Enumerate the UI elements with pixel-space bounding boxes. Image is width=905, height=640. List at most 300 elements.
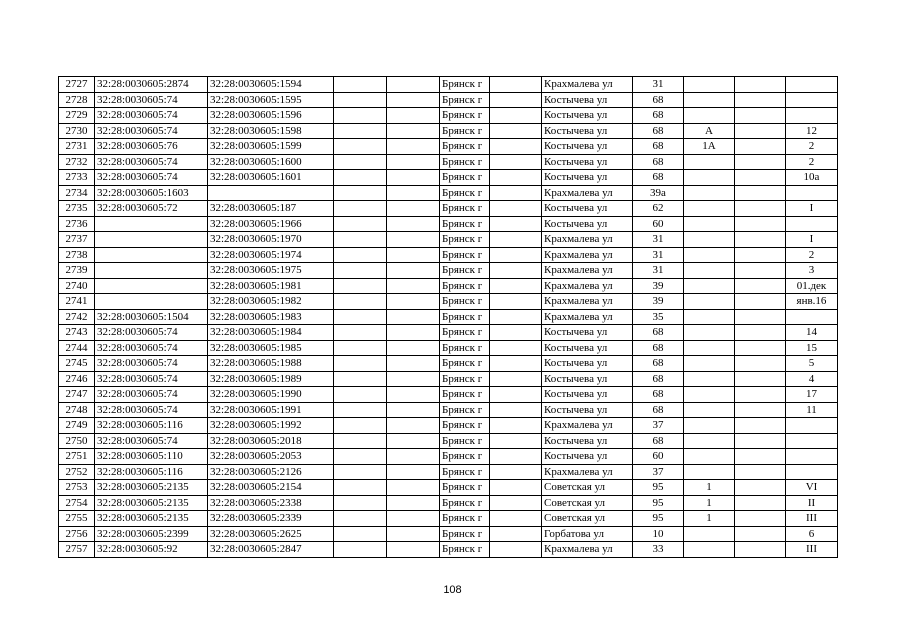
cell-empty-col-4 <box>334 526 387 542</box>
cell-apartment: I <box>786 201 838 217</box>
cell-empty-col-5 <box>387 77 440 93</box>
cell-empty-col-7 <box>490 216 542 232</box>
cell-empty-col-11 <box>735 387 786 403</box>
cell-empty-col-11 <box>735 356 786 372</box>
cell-empty-col-4 <box>334 170 387 186</box>
table-row <box>59 495 838 511</box>
cell-parcel-number: 32:28:0030605:74 <box>95 356 208 372</box>
cell-empty-col-7 <box>490 309 542 325</box>
cell-house: 68 <box>633 108 684 124</box>
cell-empty-col-5 <box>387 387 440 403</box>
cell-object-number: 32:28:0030605:1983 <box>208 309 334 325</box>
cell-object-number: 32:28:0030605:1594 <box>208 77 334 93</box>
cell-building <box>684 294 735 310</box>
cell-parcel-number: 32:28:0030605:1504 <box>95 309 208 325</box>
cell-empty-col-4 <box>334 263 387 279</box>
cell-empty-col-7 <box>490 449 542 465</box>
cell-empty-col-4 <box>334 464 387 480</box>
cell-apartment: 17 <box>786 387 838 403</box>
cell-street: Крахмалева ул <box>542 247 633 263</box>
cell-empty-col-5 <box>387 154 440 170</box>
page-number: 108 <box>443 584 462 596</box>
cell-parcel-number: 32:28:0030605:74 <box>95 371 208 387</box>
cell-row-number: 2733 <box>59 170 95 186</box>
cell-empty-col-4 <box>334 387 387 403</box>
cell-city: Брянск г <box>440 542 490 558</box>
cell-parcel-number: 32:28:0030605:74 <box>95 340 208 356</box>
cell-street: Костычева ул <box>542 433 633 449</box>
cell-building <box>684 77 735 93</box>
cell-row-number: 2753 <box>59 480 95 496</box>
cell-parcel-number: 32:28:0030605:2135 <box>95 511 208 527</box>
cell-house: 68 <box>633 154 684 170</box>
cell-apartment: III <box>786 511 838 527</box>
cell-building <box>684 371 735 387</box>
cell-building <box>684 418 735 434</box>
cell-building <box>684 201 735 217</box>
table-row <box>59 387 838 403</box>
cell-house: 31 <box>633 247 684 263</box>
cell-row-number: 2735 <box>59 201 95 217</box>
cell-row-number: 2737 <box>59 232 95 248</box>
cell-house: 39а <box>633 185 684 201</box>
cell-building <box>684 309 735 325</box>
cell-city: Брянск г <box>440 480 490 496</box>
cadastral-table <box>58 76 838 558</box>
cell-empty-col-7 <box>490 278 542 294</box>
table-row <box>59 201 838 217</box>
cell-row-number: 2750 <box>59 433 95 449</box>
cell-empty-col-11 <box>735 232 786 248</box>
cell-empty-col-11 <box>735 480 786 496</box>
cell-parcel-number: 32:28:0030605:74 <box>95 325 208 341</box>
cell-street: Костычева ул <box>542 170 633 186</box>
cell-row-number: 2746 <box>59 371 95 387</box>
cell-city: Брянск г <box>440 325 490 341</box>
cell-empty-col-7 <box>490 511 542 527</box>
cell-building <box>684 464 735 480</box>
table-row <box>59 108 838 124</box>
cell-house: 68 <box>633 402 684 418</box>
cell-empty-col-4 <box>334 402 387 418</box>
cell-house: 60 <box>633 449 684 465</box>
cell-empty-col-5 <box>387 511 440 527</box>
cell-street: Крахмалева ул <box>542 77 633 93</box>
cell-object-number: 32:28:0030605:1599 <box>208 139 334 155</box>
cell-apartment: III <box>786 542 838 558</box>
cell-building: 1 <box>684 495 735 511</box>
cell-empty-col-5 <box>387 247 440 263</box>
cell-empty-col-4 <box>334 139 387 155</box>
cell-empty-col-5 <box>387 495 440 511</box>
table-row <box>59 185 838 201</box>
cell-object-number: 32:28:0030605:2126 <box>208 464 334 480</box>
cell-house: 31 <box>633 263 684 279</box>
cell-parcel-number: 32:28:0030605:92 <box>95 542 208 558</box>
cell-building <box>684 278 735 294</box>
cell-object-number: 32:28:0030605:1601 <box>208 170 334 186</box>
cell-building <box>684 263 735 279</box>
cell-empty-col-4 <box>334 201 387 217</box>
cell-apartment: 11 <box>786 402 838 418</box>
cell-house: 95 <box>633 495 684 511</box>
cell-empty-col-11 <box>735 340 786 356</box>
cell-empty-col-11 <box>735 108 786 124</box>
cell-city: Брянск г <box>440 170 490 186</box>
cell-object-number: 32:28:0030605:2625 <box>208 526 334 542</box>
cell-empty-col-11 <box>735 247 786 263</box>
cell-row-number: 2754 <box>59 495 95 511</box>
cell-empty-col-5 <box>387 542 440 558</box>
cell-city: Брянск г <box>440 247 490 263</box>
cell-empty-col-4 <box>334 495 387 511</box>
cell-row-number: 2731 <box>59 139 95 155</box>
cell-object-number: 32:28:0030605:1992 <box>208 418 334 434</box>
table-row <box>59 216 838 232</box>
cell-building <box>684 216 735 232</box>
cell-city: Брянск г <box>440 418 490 434</box>
table-row <box>59 340 838 356</box>
cell-empty-col-11 <box>735 511 786 527</box>
cell-apartment: 4 <box>786 371 838 387</box>
cell-street: Крахмалева ул <box>542 185 633 201</box>
cell-house: 95 <box>633 511 684 527</box>
cell-object-number: 32:28:0030605:1966 <box>208 216 334 232</box>
cell-parcel-number: 32:28:0030605:74 <box>95 92 208 108</box>
cell-street: Костычева ул <box>542 154 633 170</box>
cell-object-number: 32:28:0030605:1989 <box>208 371 334 387</box>
cell-empty-col-4 <box>334 340 387 356</box>
cell-empty-col-11 <box>735 216 786 232</box>
table-row <box>59 371 838 387</box>
cell-house: 35 <box>633 309 684 325</box>
cell-city: Брянск г <box>440 77 490 93</box>
cell-house: 37 <box>633 464 684 480</box>
table-row <box>59 247 838 263</box>
cell-house: 31 <box>633 77 684 93</box>
cell-street: Крахмалева ул <box>542 542 633 558</box>
cell-street: Костычева ул <box>542 92 633 108</box>
cell-apartment: 2 <box>786 247 838 263</box>
cell-parcel-number: 32:28:0030605:74 <box>95 123 208 139</box>
cell-object-number: 32:28:0030605:1975 <box>208 263 334 279</box>
cell-empty-col-5 <box>387 92 440 108</box>
cell-street: Советская ул <box>542 495 633 511</box>
cell-empty-col-7 <box>490 294 542 310</box>
cell-empty-col-11 <box>735 418 786 434</box>
cell-object-number: 32:28:0030605:1596 <box>208 108 334 124</box>
cell-object-number: 32:28:0030605:1974 <box>208 247 334 263</box>
cell-empty-col-11 <box>735 139 786 155</box>
cell-empty-col-11 <box>735 278 786 294</box>
cell-street: Костычева ул <box>542 216 633 232</box>
cell-parcel-number: 32:28:0030605:2135 <box>95 480 208 496</box>
cell-city: Брянск г <box>440 309 490 325</box>
cell-city: Брянск г <box>440 123 490 139</box>
cell-empty-col-5 <box>387 449 440 465</box>
cell-object-number: 32:28:0030605:2338 <box>208 495 334 511</box>
cell-empty-col-11 <box>735 92 786 108</box>
cell-apartment <box>786 464 838 480</box>
cell-empty-col-7 <box>490 123 542 139</box>
cell-apartment <box>786 309 838 325</box>
cell-apartment <box>786 108 838 124</box>
cell-row-number: 2739 <box>59 263 95 279</box>
cell-row-number: 2747 <box>59 387 95 403</box>
cell-empty-col-11 <box>735 526 786 542</box>
cell-street: Крахмалева ул <box>542 294 633 310</box>
cell-building: 1А <box>684 139 735 155</box>
cell-empty-col-7 <box>490 340 542 356</box>
cell-house: 31 <box>633 232 684 248</box>
cell-empty-col-4 <box>334 433 387 449</box>
cell-object-number: 32:28:0030605:1970 <box>208 232 334 248</box>
cell-empty-col-7 <box>490 480 542 496</box>
cell-empty-col-7 <box>490 371 542 387</box>
cell-parcel-number: 32:28:0030605:74 <box>95 433 208 449</box>
cell-empty-col-5 <box>387 232 440 248</box>
cell-apartment: II <box>786 495 838 511</box>
cell-empty-col-5 <box>387 139 440 155</box>
cell-empty-col-4 <box>334 278 387 294</box>
cell-street: Крахмалева ул <box>542 309 633 325</box>
cell-street: Крахмалева ул <box>542 464 633 480</box>
cell-building <box>684 402 735 418</box>
cell-apartment: янв.16 <box>786 294 838 310</box>
cell-row-number: 2748 <box>59 402 95 418</box>
cell-row-number: 2729 <box>59 108 95 124</box>
cell-empty-col-5 <box>387 294 440 310</box>
cell-empty-col-4 <box>334 294 387 310</box>
cell-empty-col-5 <box>387 123 440 139</box>
cell-parcel-number <box>95 294 208 310</box>
cell-house: 68 <box>633 387 684 403</box>
cell-city: Брянск г <box>440 154 490 170</box>
cell-empty-col-4 <box>334 480 387 496</box>
cell-empty-col-11 <box>735 449 786 465</box>
cell-parcel-number <box>95 278 208 294</box>
cell-house: 68 <box>633 340 684 356</box>
cell-empty-col-7 <box>490 201 542 217</box>
cell-empty-col-4 <box>334 449 387 465</box>
cell-building <box>684 325 735 341</box>
cell-building <box>684 154 735 170</box>
cell-empty-col-7 <box>490 185 542 201</box>
cell-empty-col-4 <box>334 356 387 372</box>
cell-empty-col-11 <box>735 542 786 558</box>
cell-parcel-number: 32:28:0030605:110 <box>95 449 208 465</box>
cell-empty-col-11 <box>735 371 786 387</box>
cell-city: Брянск г <box>440 449 490 465</box>
cell-object-number: 32:28:0030605:2339 <box>208 511 334 527</box>
cell-house: 95 <box>633 480 684 496</box>
cell-empty-col-7 <box>490 433 542 449</box>
cell-row-number: 2744 <box>59 340 95 356</box>
table-row <box>59 464 838 480</box>
cell-city: Брянск г <box>440 216 490 232</box>
cell-apartment: 3 <box>786 263 838 279</box>
cell-empty-col-11 <box>735 77 786 93</box>
cell-street: Костычева ул <box>542 123 633 139</box>
cell-street: Крахмалева ул <box>542 418 633 434</box>
cell-empty-col-5 <box>387 325 440 341</box>
cell-city: Брянск г <box>440 201 490 217</box>
cell-row-number: 2730 <box>59 123 95 139</box>
cell-building <box>684 356 735 372</box>
cell-object-number: 32:28:0030605:1985 <box>208 340 334 356</box>
cell-street: Костычева ул <box>542 402 633 418</box>
cell-apartment <box>786 418 838 434</box>
table-row <box>59 511 838 527</box>
cell-house: 68 <box>633 371 684 387</box>
cell-empty-col-11 <box>735 185 786 201</box>
cell-empty-col-7 <box>490 464 542 480</box>
cell-empty-col-5 <box>387 526 440 542</box>
cell-object-number: 32:28:0030605:2154 <box>208 480 334 496</box>
table-row <box>59 526 838 542</box>
cell-empty-col-4 <box>334 154 387 170</box>
cell-empty-col-5 <box>387 278 440 294</box>
cell-empty-col-7 <box>490 232 542 248</box>
cell-building <box>684 542 735 558</box>
cell-empty-col-7 <box>490 154 542 170</box>
cell-apartment: 2 <box>786 154 838 170</box>
cell-city: Брянск г <box>440 232 490 248</box>
cell-row-number: 2741 <box>59 294 95 310</box>
cell-house: 68 <box>633 123 684 139</box>
cell-apartment: 15 <box>786 340 838 356</box>
cell-house: 10 <box>633 526 684 542</box>
cell-apartment: 14 <box>786 325 838 341</box>
cell-building: 1 <box>684 480 735 496</box>
cell-empty-col-5 <box>387 402 440 418</box>
cell-building <box>684 170 735 186</box>
cell-empty-col-4 <box>334 309 387 325</box>
cell-object-number: 32:28:0030605:1600 <box>208 154 334 170</box>
cell-empty-col-11 <box>735 433 786 449</box>
table-row <box>59 77 838 93</box>
cell-object-number: 32:28:0030605:187 <box>208 201 334 217</box>
cell-empty-col-7 <box>490 77 542 93</box>
cell-apartment <box>786 92 838 108</box>
cell-empty-col-11 <box>735 325 786 341</box>
cell-row-number: 2756 <box>59 526 95 542</box>
cell-empty-col-7 <box>490 325 542 341</box>
cell-street: Крахмалева ул <box>542 278 633 294</box>
cell-empty-col-11 <box>735 402 786 418</box>
cell-empty-col-5 <box>387 480 440 496</box>
cell-apartment <box>786 216 838 232</box>
cell-city: Брянск г <box>440 139 490 155</box>
cell-empty-col-5 <box>387 371 440 387</box>
cell-empty-col-4 <box>334 418 387 434</box>
cell-street: Крахмалева ул <box>542 232 633 248</box>
cell-apartment: VI <box>786 480 838 496</box>
cell-building <box>684 108 735 124</box>
cell-empty-col-5 <box>387 418 440 434</box>
cell-house: 60 <box>633 216 684 232</box>
cell-street: Костычева ул <box>542 108 633 124</box>
cell-house: 68 <box>633 170 684 186</box>
table-row <box>59 232 838 248</box>
cell-building <box>684 526 735 542</box>
cell-house: 37 <box>633 418 684 434</box>
cell-building <box>684 185 735 201</box>
cell-parcel-number: 32:28:0030605:74 <box>95 387 208 403</box>
cell-row-number: 2727 <box>59 77 95 93</box>
cell-house: 68 <box>633 356 684 372</box>
cell-house: 68 <box>633 92 684 108</box>
cell-house: 33 <box>633 542 684 558</box>
cell-city: Брянск г <box>440 108 490 124</box>
table-row <box>59 123 838 139</box>
cell-object-number: 32:28:0030605:2847 <box>208 542 334 558</box>
cell-empty-col-5 <box>387 185 440 201</box>
cell-city: Брянск г <box>440 371 490 387</box>
cell-city: Брянск г <box>440 387 490 403</box>
cell-city: Брянск г <box>440 356 490 372</box>
cell-parcel-number: 32:28:0030605:74 <box>95 402 208 418</box>
cell-empty-col-11 <box>735 263 786 279</box>
cell-apartment <box>786 449 838 465</box>
table-row <box>59 356 838 372</box>
cell-house: 68 <box>633 139 684 155</box>
cell-city: Брянск г <box>440 263 490 279</box>
cell-parcel-number <box>95 247 208 263</box>
cell-apartment: 5 <box>786 356 838 372</box>
cell-empty-col-4 <box>334 325 387 341</box>
cell-empty-col-7 <box>490 247 542 263</box>
cell-apartment: 6 <box>786 526 838 542</box>
cell-row-number: 2752 <box>59 464 95 480</box>
cell-object-number: 32:28:0030605:1982 <box>208 294 334 310</box>
cell-row-number: 2732 <box>59 154 95 170</box>
cell-empty-col-4 <box>334 247 387 263</box>
cell-empty-col-7 <box>490 387 542 403</box>
table-row <box>59 542 838 558</box>
cell-empty-col-5 <box>387 263 440 279</box>
cell-empty-col-11 <box>735 294 786 310</box>
cell-building <box>684 340 735 356</box>
cell-empty-col-4 <box>334 511 387 527</box>
cell-empty-col-7 <box>490 170 542 186</box>
table-row <box>59 263 838 279</box>
cell-empty-col-5 <box>387 340 440 356</box>
cell-parcel-number: 32:28:0030605:2874 <box>95 77 208 93</box>
table-row <box>59 449 838 465</box>
cell-row-number: 2736 <box>59 216 95 232</box>
cell-street: Костычева ул <box>542 356 633 372</box>
cell-empty-col-11 <box>735 495 786 511</box>
cell-empty-col-5 <box>387 216 440 232</box>
cell-row-number: 2745 <box>59 356 95 372</box>
table-row <box>59 139 838 155</box>
cell-empty-col-7 <box>490 356 542 372</box>
table-row <box>59 402 838 418</box>
cell-object-number: 32:28:0030605:1991 <box>208 402 334 418</box>
cell-parcel-number: 32:28:0030605:116 <box>95 418 208 434</box>
table-body <box>59 77 838 558</box>
cell-empty-col-4 <box>334 92 387 108</box>
cell-row-number: 2757 <box>59 542 95 558</box>
cell-object-number: 32:28:0030605:1984 <box>208 325 334 341</box>
cell-parcel-number: 32:28:0030605:2399 <box>95 526 208 542</box>
cell-city: Брянск г <box>440 526 490 542</box>
table-row <box>59 309 838 325</box>
cell-empty-col-7 <box>490 139 542 155</box>
cell-street: Горбатова ул <box>542 526 633 542</box>
cell-empty-col-5 <box>387 108 440 124</box>
